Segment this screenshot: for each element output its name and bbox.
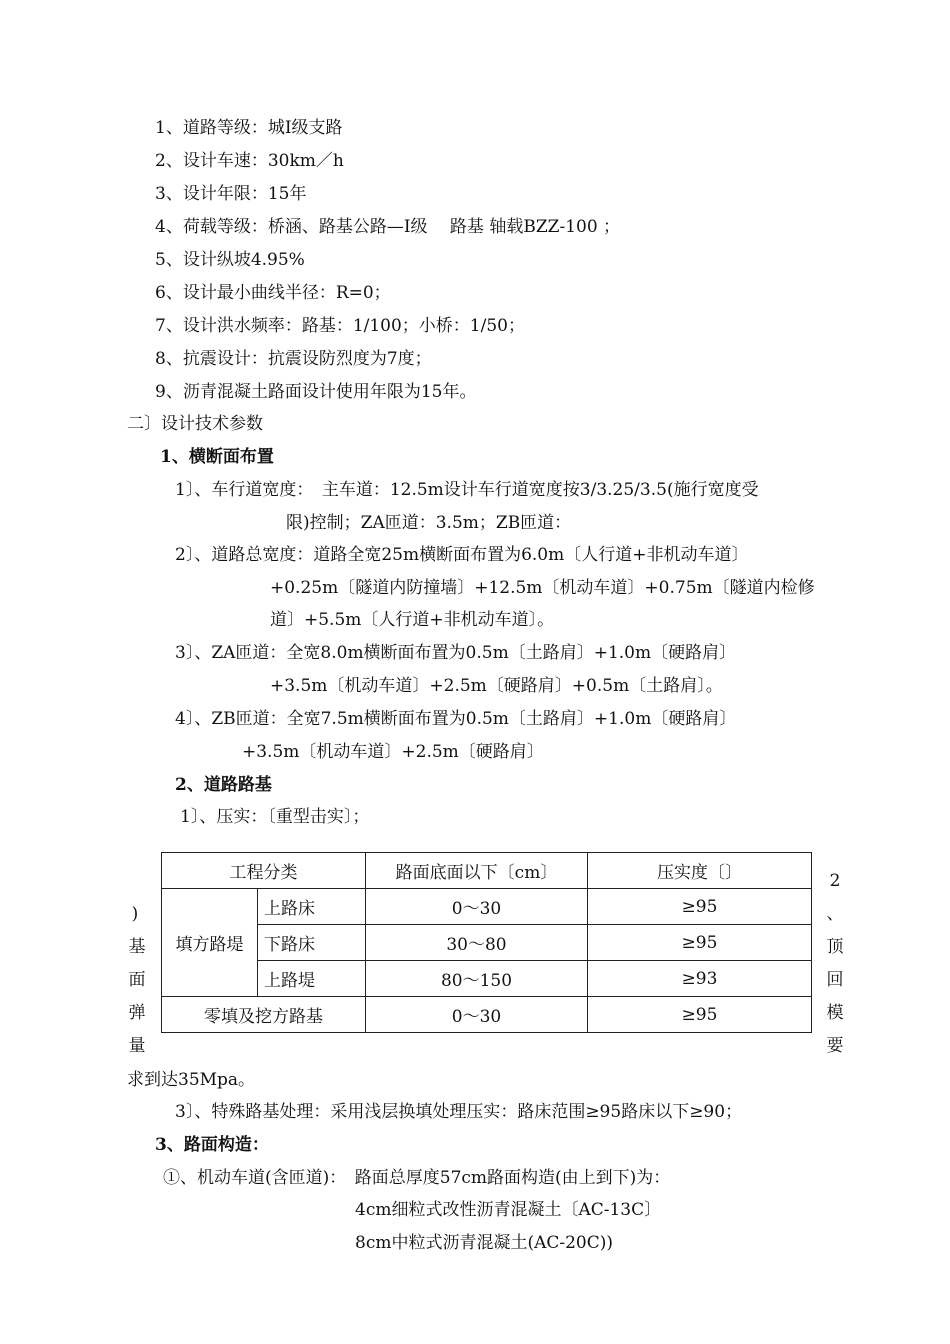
cross-section-item2-line3: 道〕+5.5m〔人行道+非机动车道〕。 — [270, 610, 555, 630]
right-vertical-char: 回 — [826, 970, 844, 990]
cross-section-item2-line2: +0.25m〔隧道内防撞墙〕+12.5m〔机动车道〕+0.75m〔隧道内检修 — [270, 578, 815, 598]
pavement-layer1: 4cm细粒式改性沥青混凝土〔AC-13C〕 — [355, 1200, 662, 1220]
param-8: 8、抗震设计：抗震设防烈度为7度； — [155, 349, 432, 369]
param-1: 1、道路等级：城Ⅰ级支路 — [155, 118, 343, 138]
cross-section-item3-line2: +3.5m〔机动车道〕+2.5m〔硬路肩〕+0.5m〔土路肩〕。 — [270, 676, 723, 696]
row-degree: ≥95 — [588, 997, 812, 1033]
pavement-item1: ①、机动车道(含匝道)： 路面总厚度57cm路面构造(由上到下)为： — [163, 1168, 671, 1188]
param-3: 3、设计年限：15年 — [155, 184, 307, 204]
row-name: 零填及挖方路基 — [162, 997, 366, 1033]
row-degree: ≥93 — [588, 961, 812, 997]
right-vertical-char: 、 — [826, 904, 844, 924]
cross-section-item3-line1: 3〕、ZA匝道：全宽8.0m横断面布置为0.5m〔土路肩〕+1.0m〔硬路肩〕 — [175, 643, 737, 663]
param-9: 9、沥青混凝土路面设计使用年限为15年。 — [155, 382, 477, 402]
row-name: 下路床 — [258, 925, 366, 961]
group-label: 填方路堤 — [162, 889, 258, 997]
param-7: 7、设计洪水频率：路基：1/100；小桥：1/50； — [155, 316, 525, 336]
right-vertical-char: 要 — [826, 1036, 844, 1056]
row-depth: 0～30 — [366, 997, 588, 1033]
row-name: 上路床 — [258, 889, 366, 925]
right-vertical-char: 模 — [826, 1003, 844, 1023]
table-row — [162, 889, 812, 925]
subgrade-item3: 3〕、特殊路基处理：采用浅层换填处理压实：路床范围≥95路床以下≥90； — [175, 1102, 743, 1122]
section-title: 二〕设计技术参数 — [127, 414, 263, 434]
param-2: 2、设计车速：30km／h — [155, 151, 344, 171]
cross-section-item4-line2: +3.5m〔机动车道〕+2.5m〔硬路肩〕 — [242, 742, 544, 762]
left-vertical-char: 量 — [128, 1036, 146, 1056]
left-vertical-char: ) — [131, 904, 139, 924]
header-depth: 路面底面以下〔cm〕 — [366, 853, 588, 889]
header-degree: 压实度〔〕 — [588, 853, 812, 889]
param-4: 4、荷载等级：桥涵、路基公路—Ⅰ级 路基 轴载BZZ-100 ； — [155, 217, 621, 237]
cross-section-item4-line1: 4〕、ZB匝道：全宽7.5m横断面布置为0.5m〔土路肩〕+1.0m〔硬路肩〕 — [175, 709, 737, 729]
cross-section-item1-line1: 1〕、车行道宽度： 主车道：12.5m设计车行道宽度按3/3.25/3.5(施行宽度受 — [175, 480, 759, 500]
row-depth: 0～30 — [366, 889, 588, 925]
table-header-row — [162, 853, 812, 889]
row-degree: ≥95 — [588, 889, 812, 925]
cross-section-heading: 1、横断面布置 — [160, 447, 274, 467]
row-depth: 80～150 — [366, 961, 588, 997]
table-row — [162, 925, 812, 961]
param-6: 6、设计最小曲线半径：R=0； — [155, 283, 391, 303]
row-degree: ≥95 — [588, 925, 812, 961]
table-row — [162, 997, 812, 1033]
cross-section-item2-line1: 2〕、道路总宽度：道路全宽25m横断面布置为6.0m〔人行道+非机动车道〕 — [175, 545, 749, 565]
subgrade-heading: 2、道路路基 — [175, 775, 272, 795]
pavement-layer2: 8cm中粒式沥青混凝土(AC-20C)) — [355, 1233, 614, 1253]
cross-section-item1-line2: 限)控制；ZA匝道：3.5m；ZB匝道： — [286, 513, 572, 533]
left-vertical-char: 面 — [128, 970, 146, 990]
left-vertical-char: 基 — [128, 937, 146, 957]
table-row — [162, 961, 812, 997]
row-name: 上路堤 — [258, 961, 366, 997]
modulus-tail: 求到达35Mpa。 — [127, 1070, 256, 1090]
compaction-table — [161, 852, 812, 1033]
header-category: 工程分类 — [162, 853, 366, 889]
row-depth: 30～80 — [366, 925, 588, 961]
pavement-heading: 3、路面构造： — [155, 1135, 269, 1155]
param-5: 5、设计纵坡4.95% — [155, 250, 305, 270]
subgrade-item1: 1〕、压实：〔重型击实〕； — [180, 807, 370, 827]
right-vertical-char: 顶 — [826, 937, 844, 957]
right-vertical-char: 2 — [829, 871, 841, 891]
left-vertical-char: 弹 — [128, 1003, 146, 1023]
